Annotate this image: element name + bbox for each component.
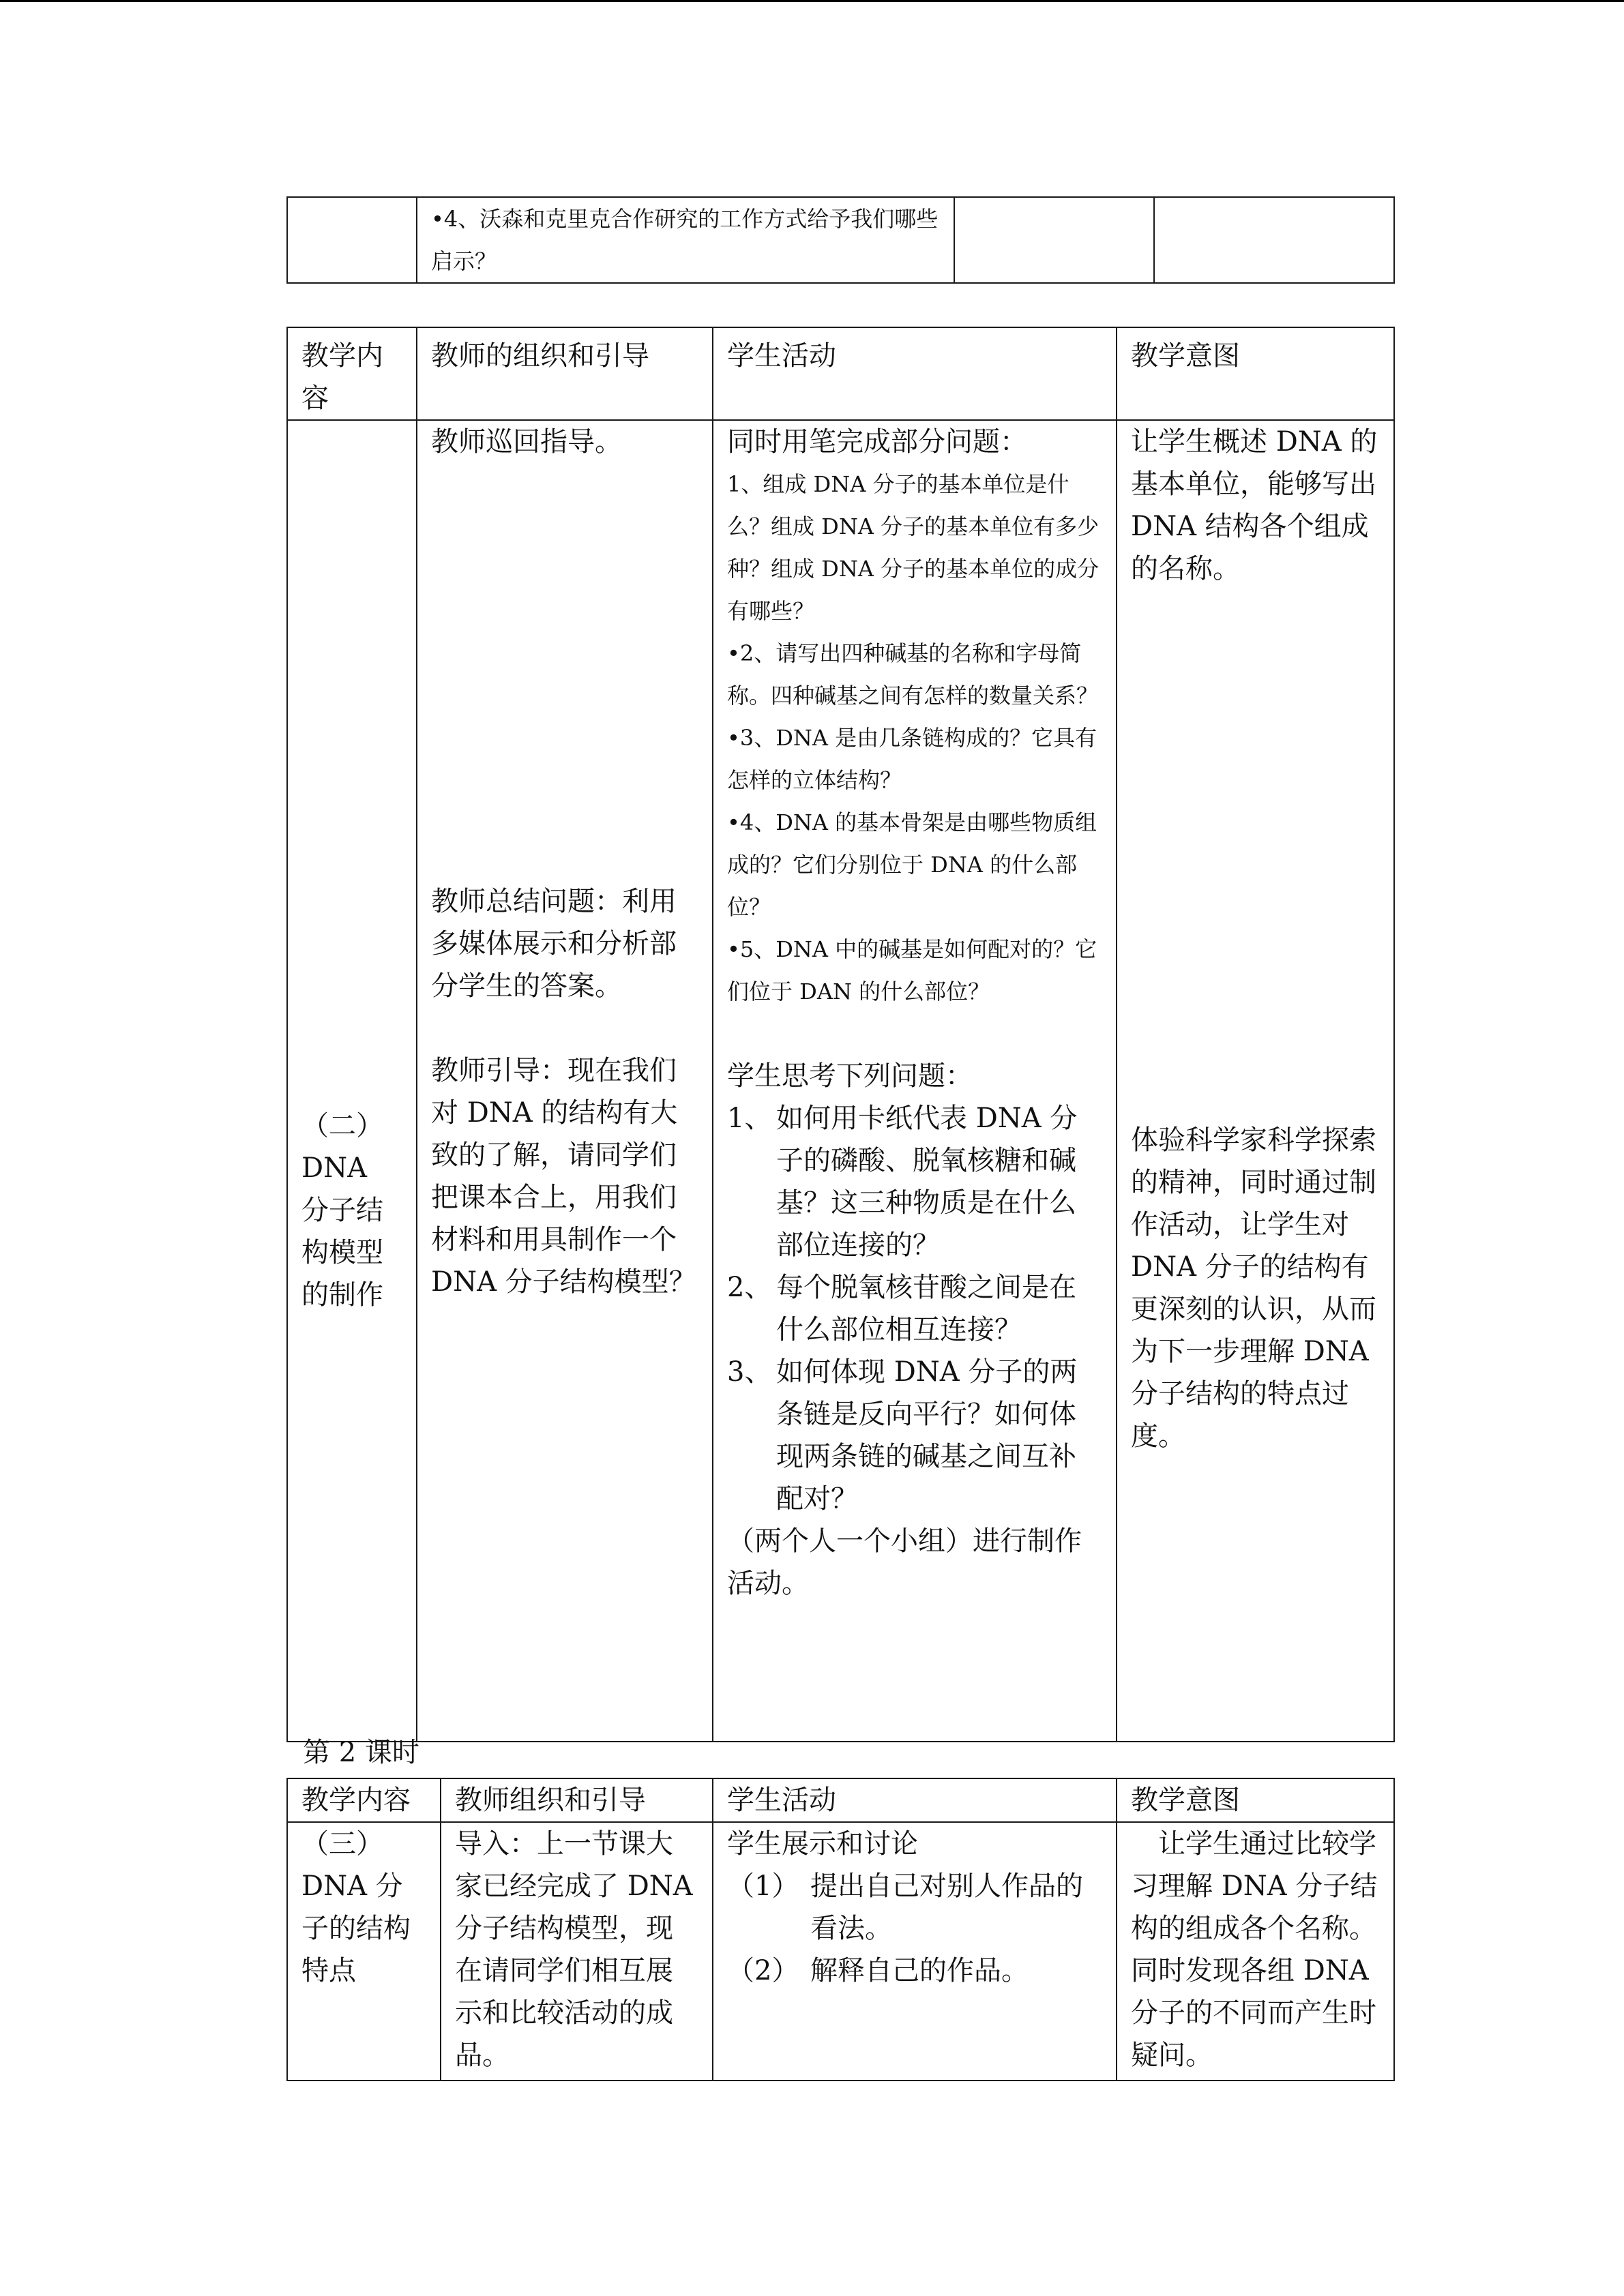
table-cell-empty (287, 197, 417, 283)
continuation-table (286, 196, 1395, 284)
header-cell-intent: 教学意图 (1117, 327, 1394, 420)
intent-1: 让学生概述 DNA 的基本单位，能够写出 DNA 结构各个组成的名称。 (1131, 426, 1378, 584)
think-item: 3、 如何体现 DNA 分子的两条链是反向平行？如何体现两条链的碱基之间互补配对？ (727, 1356, 1078, 1515)
header-cell-student: 学生活动 (713, 327, 1117, 420)
student-cell (713, 1822, 1117, 2081)
content-label: （三）DNA 分子的结构特点 (301, 1828, 411, 1986)
content-label: （二）DNA 分子结构模型的制作 (301, 1110, 383, 1311)
think-item: 1、 如何用卡纸代表 DNA 分子的磷酸、脱氧核糖和碱基？这三种物质是在什么部位连接的？ (727, 1103, 1078, 1261)
lesson-table-1 (286, 327, 1395, 1742)
section-caption: 第 2 课时 (303, 1737, 419, 1768)
header-cell-teacher: 教师的组织和引导 (417, 327, 713, 420)
student-intro: 同时用笔完成部分问题： (727, 426, 1027, 458)
student-item: （1） 提出自己对别人作品的看法。 (727, 1870, 1083, 1944)
question-4-text: •4、沃森和克里克合作研究的工作方式给予我们哪些启示？ (431, 206, 939, 274)
table-header-row (287, 327, 1394, 420)
question-item: •5、DNA 中的碱基是如何配对的？它们位于 DAN 的什么部位？ (727, 936, 1097, 1004)
table-row (287, 197, 1394, 283)
question-item: •2、请写出四种碱基的名称和字母简称。四种碱基之间有怎样的数量关系？ (727, 640, 1099, 709)
student-item: （2） 解释自己的作品。 (727, 1955, 1029, 1986)
teacher-guidance-2: 教师引导：现在我们对 DNA 的结构有大致的了解，请同学们把课本合上，用我们材料和用具制作一个 DNA 分子结构模型？ (431, 1055, 696, 1298)
teacher-intro: 导入：上一节课大家已经完成了 DNA 分子结构模型，现在请同学们相互展示和比较活动的成品。 (455, 1828, 693, 2071)
teacher-summary: 教师总结问题：利用多媒体展示和分析部分学生的答案。 (431, 886, 677, 1002)
header-cell-student: 学生活动 (713, 1778, 1117, 1822)
intent-2: 体验科学家科学探索的精神，同时通过制作活动，让学生对 DNA 分子的结构有更深刻的认识，从而为下一步理解 DNA 分子结构的特点过度。 (1131, 1124, 1376, 1452)
table-cell-empty (1154, 197, 1394, 283)
table-cell-empty (954, 197, 1154, 283)
page-top-border (0, 0, 1624, 2)
content-cell (287, 1822, 441, 2081)
intent-cell (1117, 1822, 1394, 2081)
student-group-activity: （两个人一个小组）进行制作活动。 (727, 1525, 1082, 1599)
content-cell (287, 420, 417, 1742)
table-header-row (287, 1778, 1394, 1822)
teacher-cell (441, 1822, 713, 2081)
header-cell-teacher: 教师组织和引导 (441, 1778, 713, 1822)
header-cell-content: 教学内容 (287, 1778, 441, 1822)
intent-cell (1117, 420, 1394, 1742)
student-cell (713, 420, 1117, 1742)
table-row (287, 1822, 1394, 2081)
question-item: 1、组成 DNA 分子的基本单位是什么？组成 DNA 分子的基本单位有多少种？组成 DNA 分子的基本单位的成分有哪些？ (727, 471, 1099, 624)
header-cell-intent: 教学意图 (1117, 1778, 1394, 1822)
question-item: •3、DNA 是由几条链构成的？它具有怎样的立体结构？ (727, 725, 1097, 793)
table-row (287, 420, 1394, 1742)
teacher-cell (417, 420, 713, 1742)
question-item: •4、DNA 的基本骨架是由哪些物质组成的？它们分别位于 DNA 的什么部位？ (727, 809, 1097, 920)
header-cell-content: 教学内容 (287, 327, 417, 420)
intent: 让学生通过比较学习理解 DNA 分子结构的组成各个名称。同时发现各组 DNA 分子的不同而产生时疑问。 (1131, 1828, 1378, 2071)
teacher-guidance-1: 教师巡回指导。 (431, 426, 622, 458)
student-title: 学生展示和讨论 (727, 1828, 918, 1860)
table-cell (417, 197, 954, 283)
student-think-intro: 学生思考下列问题： (727, 1060, 973, 1092)
think-item: 2、 每个脱氧核苷酸之间是在什么部位相互连接？ (727, 1272, 1076, 1345)
lesson-table-2 (286, 1778, 1395, 2081)
